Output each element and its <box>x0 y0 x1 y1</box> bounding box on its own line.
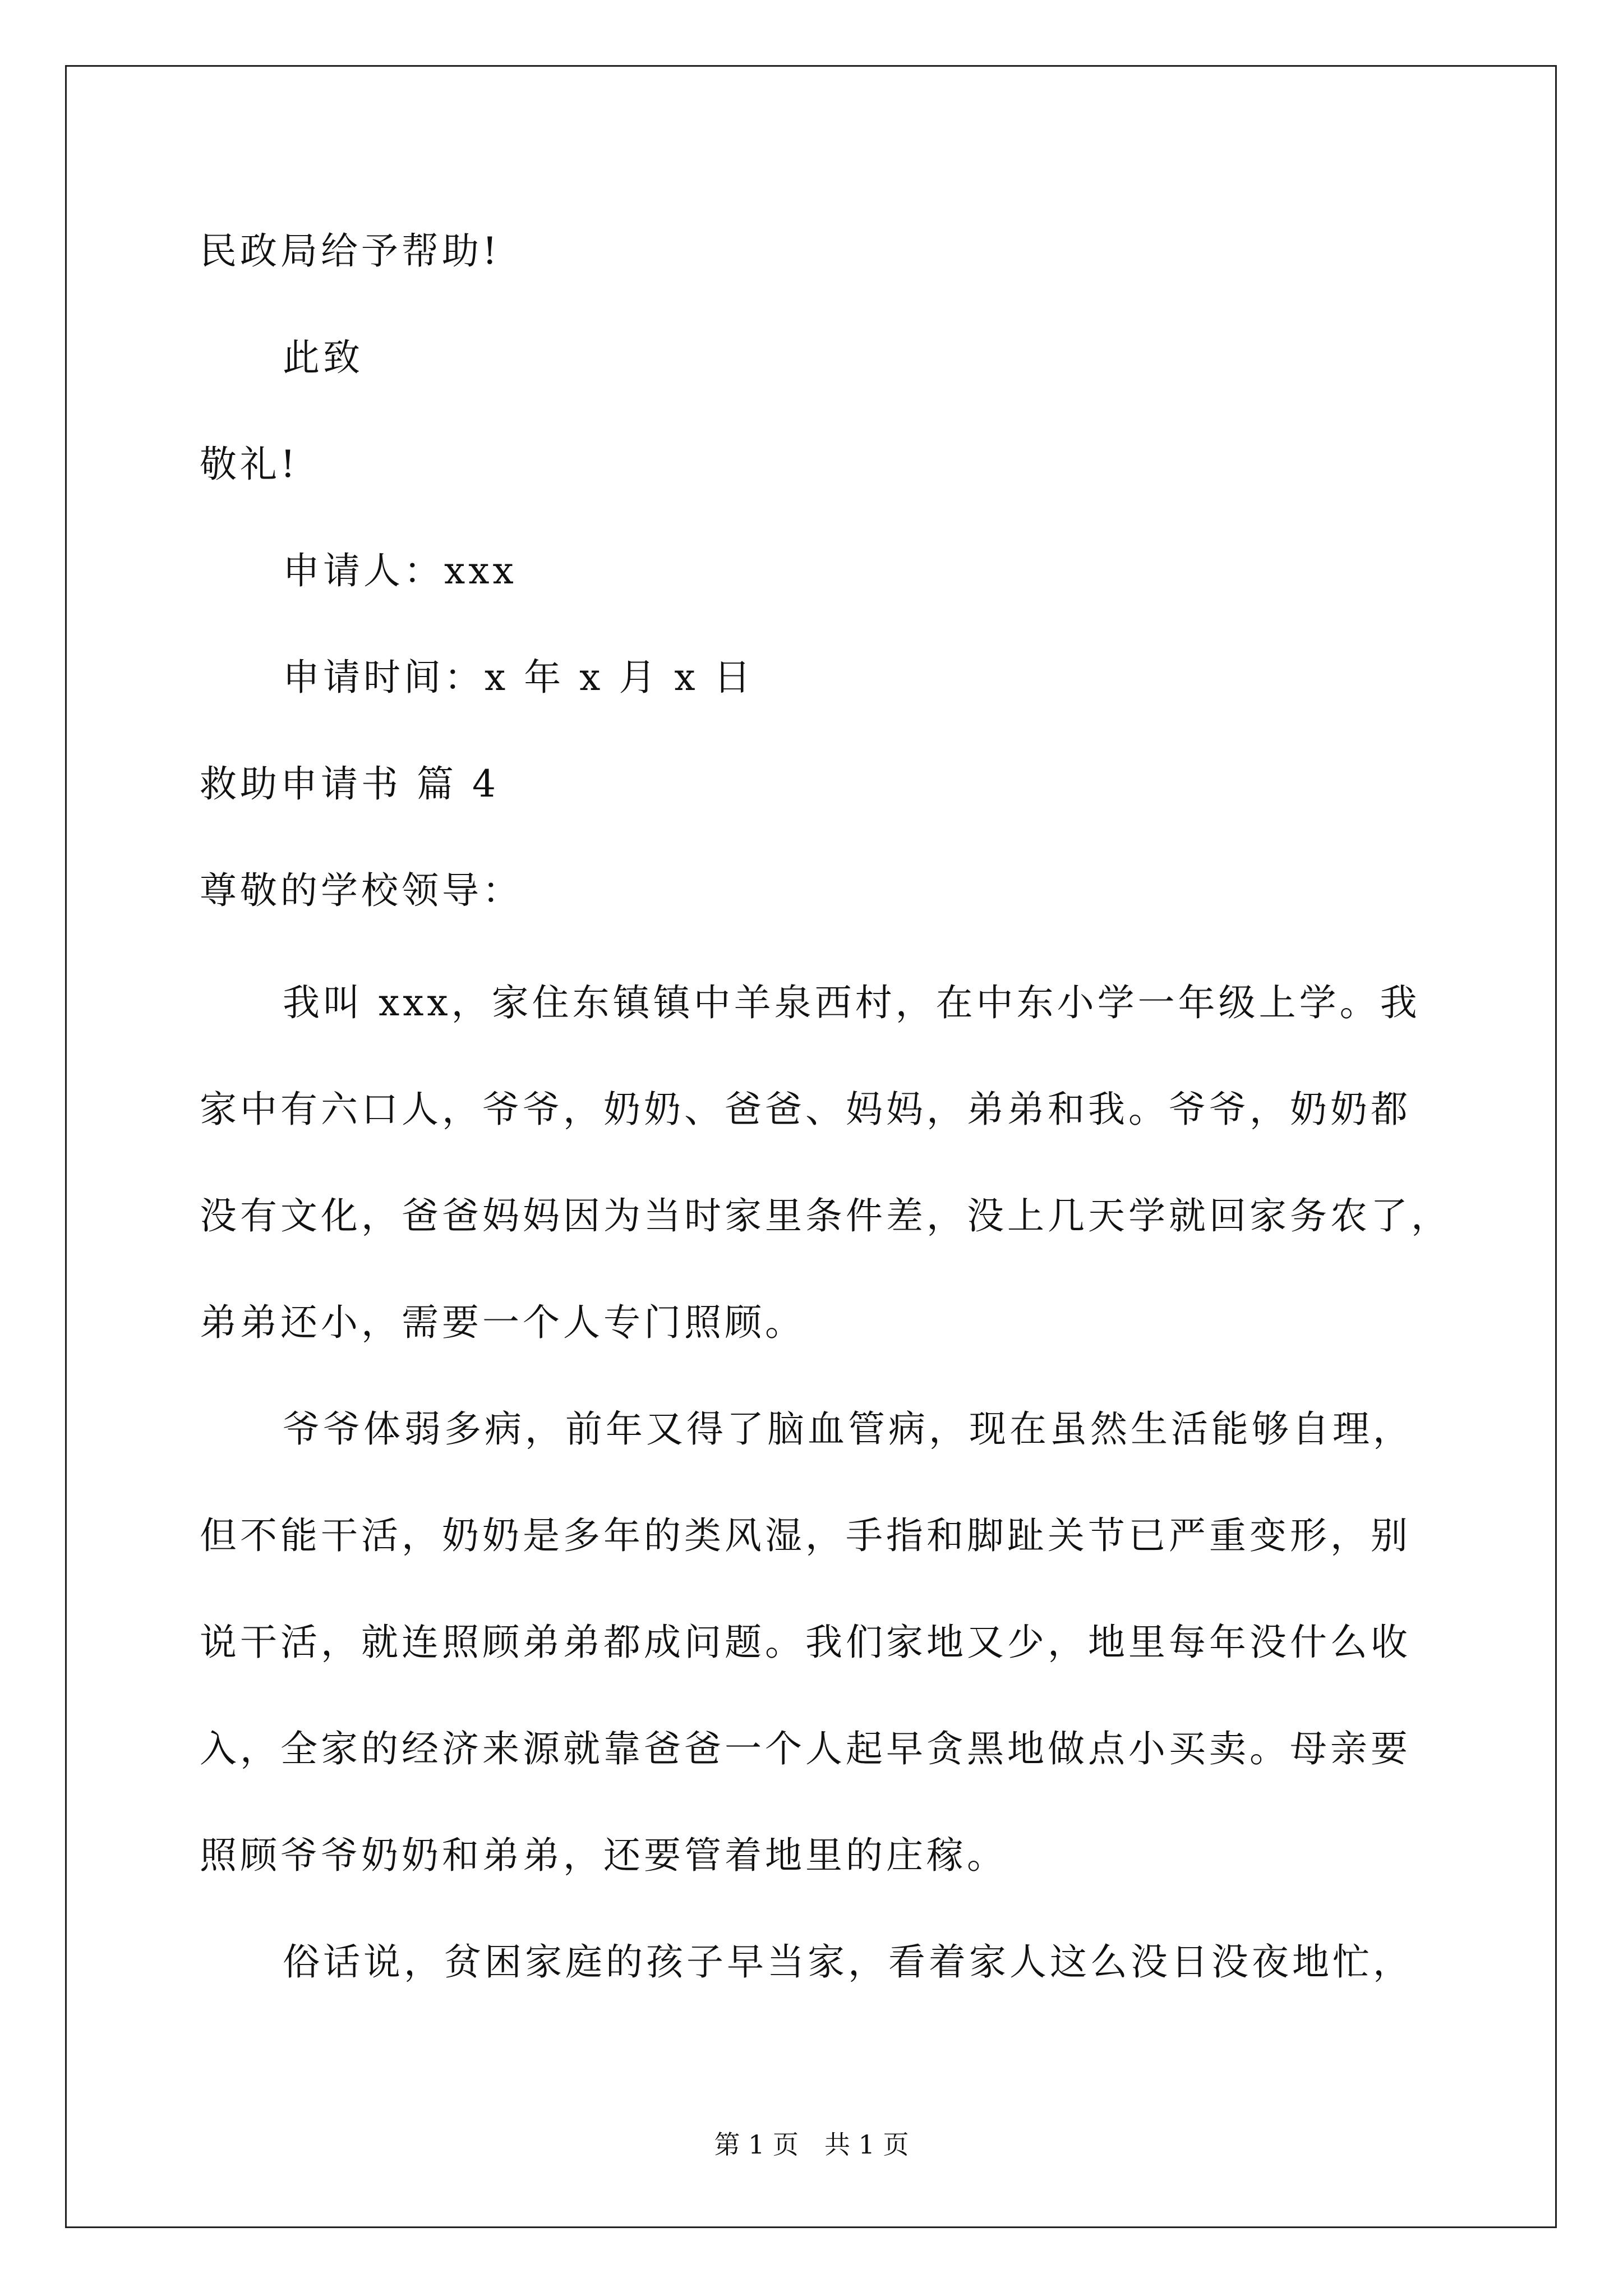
body-line: 我叫 xxx，家住东镇镇中羊泉西村，在中东小学一年级上学。我 <box>283 981 1421 1024</box>
page-footer: 第 1 页 共 1 页 <box>714 2129 909 2160</box>
application-date-line: 申请时间：x 年 x 月 x 日 <box>283 656 754 699</box>
body-line: 说干活，就连照顾弟弟都成问题。我们家地又少，地里每年没什么收 <box>200 1621 1411 1664</box>
body-line: 入，全家的经济来源就靠爸爸一个人起早贪黑地做点小买卖。母亲要 <box>200 1727 1411 1770</box>
closing-regards: 敬礼! <box>200 443 299 486</box>
body-line: 没有文化，爸爸妈妈因为当时家里条件差，没上几天学就回家务农了， <box>200 1194 1451 1237</box>
body-line: 民政局给予帮助! <box>200 229 501 273</box>
greeting-line: 尊敬的学校领导： <box>200 869 523 912</box>
section-heading: 救助申请书 篇 4 <box>200 762 499 806</box>
closing-salutation: 此致 <box>283 336 363 379</box>
applicant-line: 申请人：xxx <box>283 549 517 592</box>
body-line: 家中有六口人，爷爷，奶奶、爸爸、妈妈，弟弟和我。爷爷，奶奶都 <box>200 1088 1411 1131</box>
body-line: 照顾爷爷奶奶和弟弟，还要管着地里的庄稼。 <box>200 1834 1007 1877</box>
body-line: 弟弟还小，需要一个人专门照顾。 <box>200 1301 805 1344</box>
body-line: 但不能干活，奶奶是多年的类风湿，手指和脚趾关节已严重变形，别 <box>200 1514 1411 1557</box>
body-line: 俗话说，贫困家庭的孩子早当家，看着家人这么没日没夜地忙， <box>283 1940 1413 1984</box>
page-border <box>65 65 1557 2228</box>
body-line: 爷爷体弱多病，前年又得了脑血管病，现在虽然生活能够自理， <box>283 1407 1413 1451</box>
